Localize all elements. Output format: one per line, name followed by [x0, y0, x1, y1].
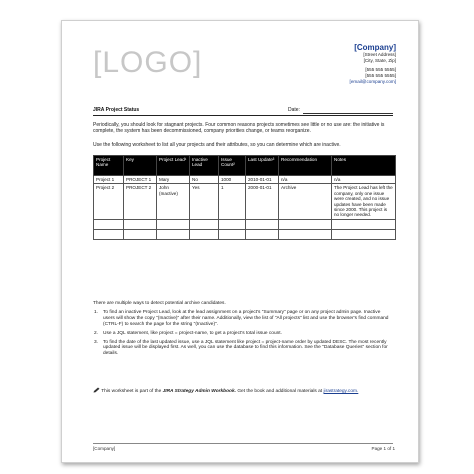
- pencil-icon: [93, 387, 100, 393]
- list-item: [93, 310, 393, 328]
- table-cell: n/a: [279, 176, 332, 184]
- document-title: JIRA Project Status: [93, 107, 140, 113]
- list-item-number: 2.: [94, 330, 99, 336]
- table-cell: The Project Lead has left the company, only one issue were created, and no issue updates have been made since 2000. This project is no longer needed.: [332, 184, 396, 219]
- list-item-text: To find the date of the last updated issue, use a JQL statement like project = project-name order by updated DESC. The most recently updated issue will be displayed first. As well, you can use the database to find this information. See the "Database Queries" section for details.: [103, 339, 388, 357]
- list-item-number: 1.: [94, 309, 99, 315]
- note-suffix: Get the book and additional materials at: [237, 389, 323, 394]
- company-address-block: [350, 43, 396, 85]
- table-cell: 2000-01-01: [246, 184, 279, 219]
- list-item-text: To find an inactive Project Lead, look at the lead assignment on a project's "Summary" page or on any project admin page. Inactive users will show the copy "(Inactive)" after their name. Additionally, view the list of "All projects" list and use the browser's find command (CTRL-F) to search the page for the string "(Inactive)".: [103, 309, 389, 327]
- table-row: [94, 184, 396, 219]
- jirastrategy-link[interactable]: jirastrategy.com.: [323, 389, 359, 394]
- col-project-lead: Project Lead¹: [157, 156, 190, 176]
- methods-lead-text: There are multiple ways to detect potential archive candidates.: [93, 301, 226, 306]
- list-item: [93, 340, 393, 358]
- street-address: [Street Address]: [363, 52, 396, 57]
- col-inactive-lead: Inactive Lead: [190, 156, 219, 176]
- table-header-row: [94, 156, 396, 176]
- col-key: Key: [124, 156, 157, 176]
- col-recommendation: Recommendation: [279, 156, 332, 176]
- workbook-note: [93, 387, 393, 395]
- table-cell: PROJECT 2: [124, 184, 157, 219]
- table-cell: Archive: [279, 184, 332, 219]
- project-worksheet-table: [93, 155, 396, 240]
- table-cell: 2010-01-01: [246, 176, 279, 184]
- table-cell: n/a: [332, 176, 396, 184]
- table-cell: John (Inactive): [157, 184, 190, 219]
- list-item-number: 3.: [94, 339, 99, 345]
- note-prefix: This worksheet is part of the: [101, 389, 162, 394]
- fax-number: [555 555 5555]: [365, 73, 396, 78]
- col-last-update: Last Update³: [246, 156, 279, 176]
- logo-placeholder: [LOGO]: [93, 46, 203, 79]
- document-page: [61, 20, 419, 463]
- intro-paragraph: Periodically, you should look for stagnant projects. Four common reasons projects sometimes see little or no use are: the initiative is complete, the system has been decommissioned, company priorities change, or teams reorganize.: [93, 122, 385, 135]
- worksheet-intro-paragraph: Use the following worksheet to list all your projects and their attributes, so you can determine which are inactive.: [93, 142, 341, 148]
- table-cell: No: [190, 176, 219, 184]
- date-label: Date:: [288, 107, 300, 113]
- table-row: [94, 176, 396, 184]
- table-row-empty: [94, 219, 396, 229]
- table-cell: PROJECT 1: [124, 176, 157, 184]
- detection-methods: [93, 301, 393, 357]
- footer-page-number: Page 1 of 1: [371, 446, 395, 451]
- col-notes: Notes: [332, 156, 396, 176]
- table-cell: Mary: [157, 176, 190, 184]
- company-name: [Company]: [354, 43, 396, 52]
- table-cell: Project 1: [94, 176, 124, 184]
- note-book-title: JIRA Strategy Admin Workbook.: [162, 389, 236, 394]
- city-state-zip: [City, State, Zip]: [363, 58, 396, 63]
- date-field-line: [303, 113, 393, 114]
- footer-divider: [93, 443, 393, 444]
- footer-company: [Company]: [93, 446, 116, 451]
- title-divider: [93, 115, 393, 116]
- list-item: [93, 331, 393, 337]
- table-cell: Project 2: [94, 184, 124, 219]
- phone-number: [555 555 5555]: [365, 67, 396, 72]
- table-row-empty: [94, 229, 396, 239]
- table-cell: 1000: [219, 176, 246, 184]
- list-item-text: Use a JQL statement, like project = project-name, to get a project's total issue count.: [103, 330, 282, 336]
- email-address: [email@company.com]: [349, 79, 396, 84]
- table-cell: 1: [219, 184, 246, 219]
- table-cell: Yes: [190, 184, 219, 219]
- col-project-name: Project Name: [94, 156, 124, 176]
- col-issue-count: Issue Count²: [219, 156, 246, 176]
